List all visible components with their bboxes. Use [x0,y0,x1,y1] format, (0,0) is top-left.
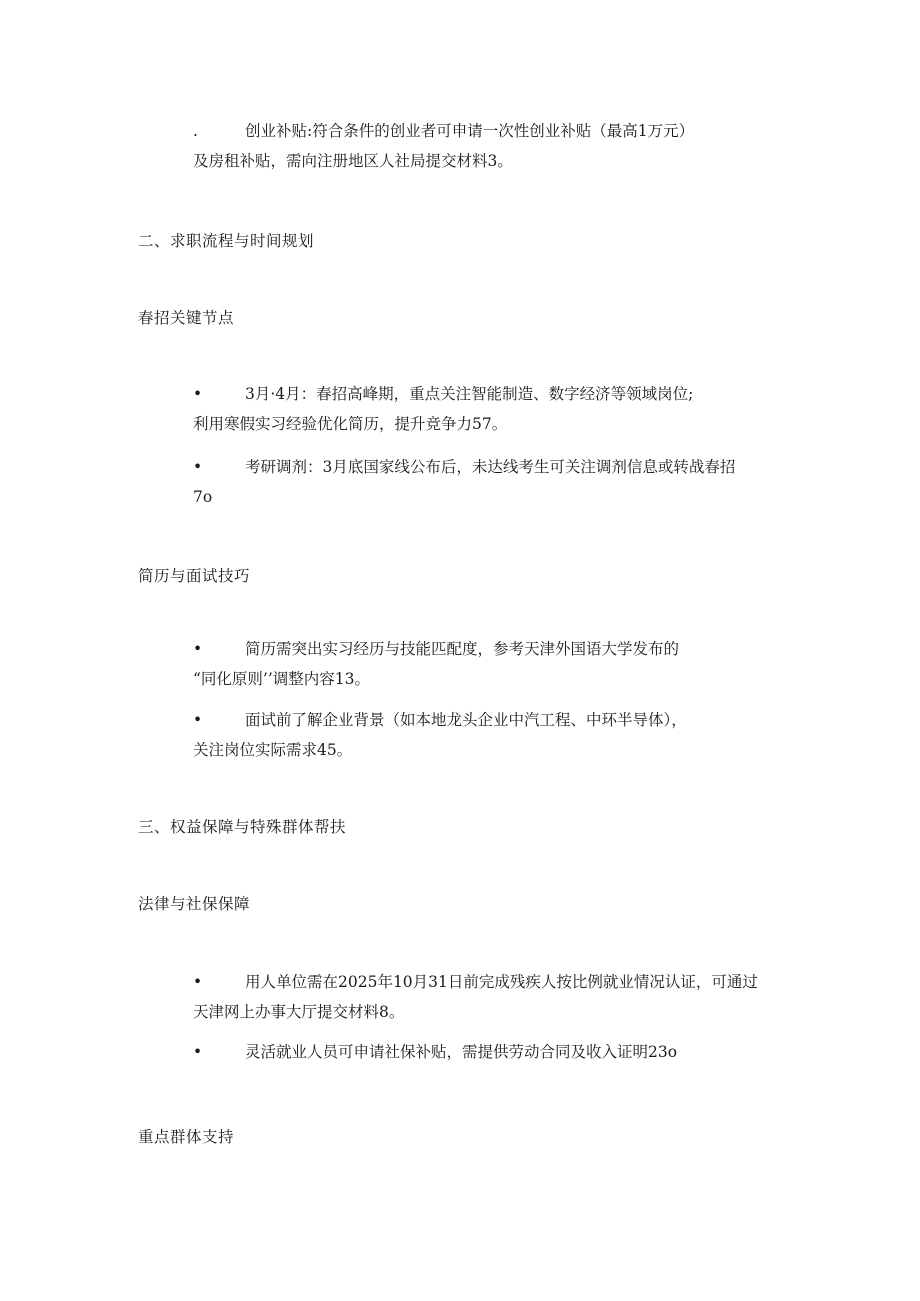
subsection-heading: 简历与面试技巧 [138,567,251,585]
list-marker: • [193,1043,203,1061]
list-item-continuation: “同化原则’’调整内容13。 [193,670,371,688]
list-item-text: 创业补贴:符合条件的创业者可申请一次性创业补贴（最高1万元） [245,122,695,140]
list-item-text: 面试前了解企业背景（如本地龙头企业中汽工程、中环半导体）， [245,711,687,729]
list-item-continuation: 7o [193,488,213,506]
list-item-continuation: 关注岗位实际需求45。 [193,741,353,759]
section-heading: 三、权益保障与特殊群体帮扶 [138,818,347,836]
list-item [193,379,793,439]
list-item [193,967,793,1027]
list-item-text: 灵活就业人员可申请社保补贴，需提供劳动合同及收入证明23o [245,1043,678,1061]
list-item-continuation: 及房租补贴，需向注册地区人社局提交材料3。 [193,152,513,170]
list-marker: • [193,385,203,403]
list-item-continuation: 天津网上办事大厅提交材料8。 [193,1003,405,1021]
section-heading: 二、求职流程与时间规划 [138,232,315,250]
subsection-heading: 重点群体支持 [138,1128,235,1146]
list-marker: • [193,973,203,991]
list-marker: • [193,458,203,476]
list-marker: • [193,640,203,658]
list-item-text: 用人单位需在2025年10月31日前完成残疾人按比例就业情况认证，可通过 [245,973,758,991]
list-item-text: 3月·4月：春招高峰期，重点关注智能制造、数字经济等领域岗位; [245,385,694,403]
subsection-heading: 法律与社保保障 [138,895,251,913]
list-item [193,116,793,176]
list-item-text: 考研调剂：3月底国家线公布后，未达线考生可关注调剂信息或转战春招 [245,458,736,476]
list-item-text: 简历需突出实习经历与技能匹配度，参考天津外国语大学发布的 [245,640,680,658]
subsection-heading: 春招关键节点 [138,309,235,327]
list-marker: . [193,122,198,140]
list-item [193,1037,793,1067]
list-item [193,634,793,694]
list-item [193,452,793,512]
list-marker: • [193,711,203,729]
list-item-continuation: 利用寒假实习经验优化简历，提升竞争力57。 [193,415,508,433]
list-item [193,705,793,765]
